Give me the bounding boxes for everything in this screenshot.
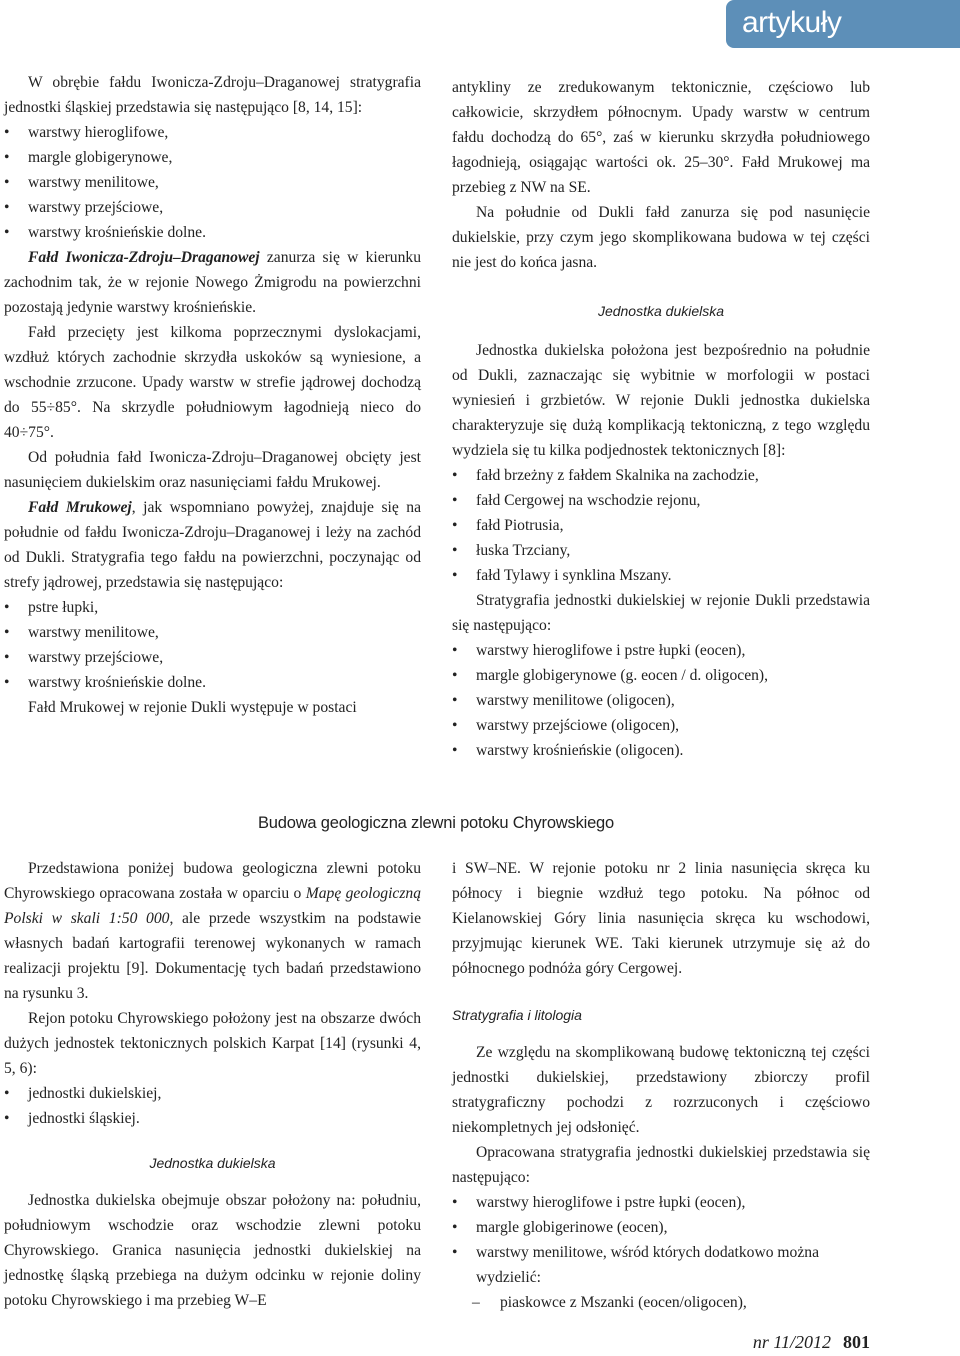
list-item: • margle globigerynowe, — [4, 145, 421, 170]
list-item: • warstwy krośnieńskie dolne. — [4, 670, 421, 695]
paragraph: Jednostka dukielska obejmuje obszar położony na: południu, południowym wschodzie oraz wschodzie zlewni potoku Chyrowskiego. Granica nasunięcia jednostki dukielskiej na jednostkę śląską przebiega na dużym odcinku w rejonie doliny potoku Chyrowskiego i ma przebieg W–E — [4, 1192, 421, 1309]
section-tab: artykuły — [726, 0, 960, 48]
list-item: • warstwy hieroglifowe i pstre łupki (eocen), — [452, 638, 870, 663]
list-item: • warstwy przejściowe (oligocen), — [452, 713, 870, 738]
bottom-right-column — [452, 856, 870, 1315]
list-item: • fałd Tylawy i synklina Mszany. — [452, 563, 870, 588]
subheading: Jednostka dukielska — [149, 1155, 276, 1171]
page-number: 801 — [843, 1332, 870, 1352]
text: Przedstawiona poniżej budowa geologiczna zlewni potoku Chyrowskiego opracowana została w oparciu o — [4, 860, 421, 902]
list-item: • fałd Cergowej na wschodzie rejonu, — [452, 488, 870, 513]
list-item: • margle globigerynowe (g. eocen / d. oligocen), — [452, 663, 870, 688]
paragraph — [4, 495, 421, 595]
list-item: – piaskowce z Mszanki (eocen/oligocen), — [472, 1290, 870, 1315]
strata-list — [4, 120, 421, 245]
issue-label: nr 11/2012 — [752, 1332, 831, 1352]
strata-list — [4, 595, 421, 695]
top-left-column — [4, 70, 421, 720]
top-right-column — [452, 75, 870, 763]
list-item: • warstwy krośnieńskie dolne. — [4, 220, 421, 245]
unit-list — [4, 1081, 421, 1131]
page-footer — [753, 1332, 870, 1356]
paragraph: Na południe od Dukli fałd zanurza się pod nasunięcie dukielskie, przy czym jego skomplikowana budowa w tej części nie jest do końca jasna. — [452, 204, 870, 271]
paragraph: Jednostka dukielska położona jest bezpośrednio na południe od Dukli, zaznaczając się wybitnie w morfologii w postaci wyniesień i grzbietów. W rejonie Dukli jednostka dukielska charakteryzuje się dużą komplikacją tektoniczną, z tego względu wydziela się tu kilka podjednostek tektonicznych [8]: — [452, 342, 870, 459]
list-item: • warstwy krośnieńskie (oligocen). — [452, 738, 870, 763]
list-item: • łuska Trzciany, — [452, 538, 870, 563]
subheading: Stratygrafia i litologia — [452, 1007, 582, 1023]
list-item: • warstwy menilitowe, — [4, 620, 421, 645]
sub-list — [452, 1290, 870, 1315]
list-item: • warstwy menilitowe, — [4, 170, 421, 195]
list-item: • warstwy menilitowe (oligocen), — [452, 688, 870, 713]
map-citation: Mapę geologiczną Polski w skali 1:50 000 — [4, 885, 421, 927]
paragraph: W obrębie fałdu Iwonicza-Zdroju–Draganowej stratygrafia jednostki śląskiej przedstawia się następująco [8, 14, 15]: — [4, 74, 421, 116]
paragraph: Stratygrafia jednostki dukielskiej w rejonie Dukli przedstawia się następująco: — [452, 592, 870, 634]
strata-list — [452, 638, 870, 763]
unit-list — [452, 463, 870, 588]
list-item: • jednostki dukielskiej, — [4, 1081, 421, 1106]
text: zanurza się w kierunku zachodnim tak, że w rejonie Nowego Żmigrodu na powierzchni pozostają jedynie warstwy krośnieńskie. — [4, 249, 421, 316]
list-item: • warstwy hieroglifowe, — [4, 120, 421, 145]
paragraph: Opracowana stratygrafia jednostki dukielskiej przedstawia się następująco: — [452, 1144, 870, 1186]
paragraph: Rejon potoku Chyrowskiego położony jest na obszarze dwóch dużych jednostek tektonicznych polskich Karpat [14] (rysunki 4, 5, 6): — [4, 1010, 421, 1077]
text: , ale przede wszystkim na podstawie własnych badań kartografii terenowej wykonanych w ramach realizacji projektu [9]. Dokumentację tych badań przedstawiono na rysunku 3. — [4, 910, 421, 1002]
list-item: • jednostki śląskiej. — [4, 1106, 421, 1131]
list-item: • fałd brzeżny z fałdem Skalnika na zachodzie, — [452, 463, 870, 488]
strata-list — [452, 1190, 870, 1290]
list-item: • margle globigerinowe (eocen), — [452, 1215, 870, 1240]
list-item: • warstwy przejściowe, — [4, 645, 421, 670]
paragraph: i SW–NE. W rejonie potoku nr 2 linia nasunięcia skręca ku północy i biegnie wzdłuż tego potoku. Na północ od Kielanowskiej Góry linia nasunięcia skręca ku wschodowi, przyjmując kierunek WE. Taki kierunek utrzymuje się aż do północnego podnóża góry Cergowej. — [452, 860, 870, 977]
emphasis: Fałd Iwonicza-Zdroju–Draganowej — [28, 249, 260, 266]
paragraph: Ze względu na skomplikowaną budowę tektoniczną tej części jednostki dukielskiej, przedstawiony zbiorczy profil stratygraficzny pochodzi z rozrzuconych i częściowo niekompletnych jej odsłonięć. — [452, 1044, 870, 1136]
bottom-left-column — [4, 856, 421, 1313]
paragraph: Fałd Mrukowej w rejonie Dukli występuje w postaci — [28, 699, 357, 716]
subheading: Jednostka dukielska — [597, 303, 725, 319]
paragraph: antykliny ze zredukowanym tektonicznie, częściowo lub całkowicie, skrzydłem północnym. Upady warstw w centrum fałdu dochodzą do 65°, zaś w kierunku skrzydła południowego łagodnieją, osiągając wartości ok. 25–30°. Fałd Mrukowej ma przebieg z NW na SE. — [452, 79, 870, 196]
emphasis: Fałd Mrukowej — [28, 499, 132, 516]
paragraph: Fałd przecięty jest kilkoma poprzecznymi dyslokacjami, wzdłuż których zachodnie skrzydła uskoków są wyniesione, a wschodnie zrzucone. Upady warstw w strefie jądrowej dochodzą do 55÷85°. Na skrzydle południowym łagodnieją nieco do 40÷75°. — [4, 324, 421, 441]
list-item: • fałd Piotrusia, — [452, 513, 870, 538]
list-item: • pstre łupki, — [4, 595, 421, 620]
paragraph — [4, 245, 421, 320]
list-item: • warstwy menilitowe, wśród których dodatkowo można wydzielić: — [452, 1240, 870, 1290]
list-item: • warstwy przejściowe, — [4, 195, 421, 220]
paragraph: Od południa fałd Iwonicza-Zdroju–Draganowej obcięty jest nasunięciem dukielskim oraz nasunięciami fałdu Mrukowej. — [4, 449, 421, 491]
section-heading: Budowa geologiczna zlewni potoku Chyrowskiego — [257, 814, 615, 832]
text: , jak wspomniano powyżej, znajduje się na południe od fałdu Iwonicza-Zdroju–Draganowej i leży na zachód od Dukli. Stratygrafia tego fałdu na powierzchni, poczynając od strefy jądrowej, przedstawia się następująco: — [4, 499, 421, 591]
paragraph — [4, 856, 421, 1006]
list-item: • warstwy hieroglifowe i pstre łupki (eocen), — [452, 1190, 870, 1215]
